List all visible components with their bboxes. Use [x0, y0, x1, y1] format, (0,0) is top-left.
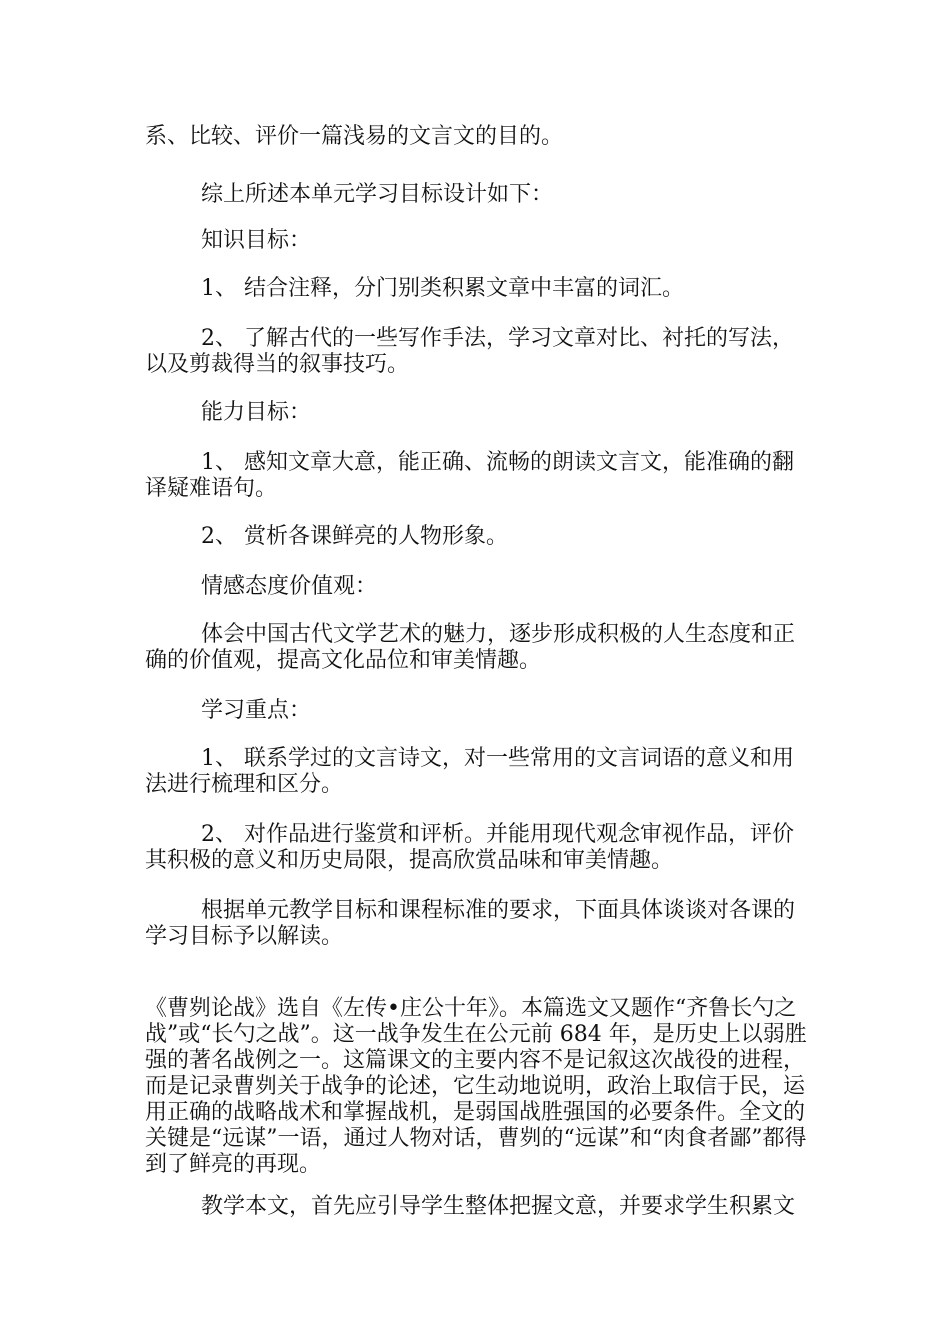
paragraph-key-heading: 学习重点： [201, 698, 312, 723]
paragraph-key-1: 1、 联系学过的文言诗文，对一些常用的文言词语的意义和用法进行梳理和区分。 [145, 746, 794, 797]
paragraph-2: 综上所述本单元学习目标设计如下： [201, 182, 554, 207]
paragraph-knowledge-1: 1、 结合注释，分门别类积累文章中丰富的词汇。 [201, 276, 684, 301]
paragraph-teaching: 教学本文，首先应引导学生整体把握文意，并要求学生积累文 [201, 1194, 796, 1219]
paragraph-ability-2: 2、 赏析各课鲜亮的人物形象。 [201, 524, 508, 549]
paragraph-interpretation: 根据单元教学目标和课程标准的要求，下面具体谈谈对各课的学习目标予以解读。 [145, 898, 796, 949]
paragraph-emotion: 体会中国古代文学艺术的魅力，逐步形成积极的人生态度和正确的价值观，提高文化品位和审美情趣。 [145, 622, 796, 673]
paragraph-caogui: 《曹刿论战》选自《左传•庄公十年》。本篇选文又题作“齐鲁长勺之战”或“长勺之战”。这一战争发生在公元前 684 年，是历史上以弱胜强的著名战例之一。这篇课文的主要内容不是记叙这次战役的进程，而是记录曹刿关于战争的论述，它生动地说明，政治上取信于民，运用正确的战略战术和掌握战机，是弱国战胜强国的必要条件。全文的关键是“远谋”一语，通过人物对话，曹刿的“远谋”和“肉食者鄙”都得到了鲜亮的再现。 [145, 996, 807, 1177]
paragraph-knowledge-2: 2、 了解古代的一些写作手法，学习文章对比、衬托的写法，以及剪裁得当的叙事技巧。 [145, 326, 794, 377]
paragraph-emotion-heading: 情感态度价值观： [201, 574, 378, 599]
paragraph-knowledge-heading: 知识目标： [201, 228, 312, 253]
paragraph-key-2: 2、 对作品进行鉴赏和评析。并能用现代观念审视作品，评价其积极的意义和历史局限，提高欣赏品味和审美情趣。 [145, 822, 794, 873]
paragraph-ability-heading: 能力目标： [201, 400, 312, 425]
paragraph-1: 系、比较、评价一篇浅易的文言文的目的。 [145, 124, 564, 149]
paragraph-ability-1: 1、 感知文章大意，能正确、流畅的朗读文言文，能准确的翻译疑难语句。 [145, 450, 794, 501]
